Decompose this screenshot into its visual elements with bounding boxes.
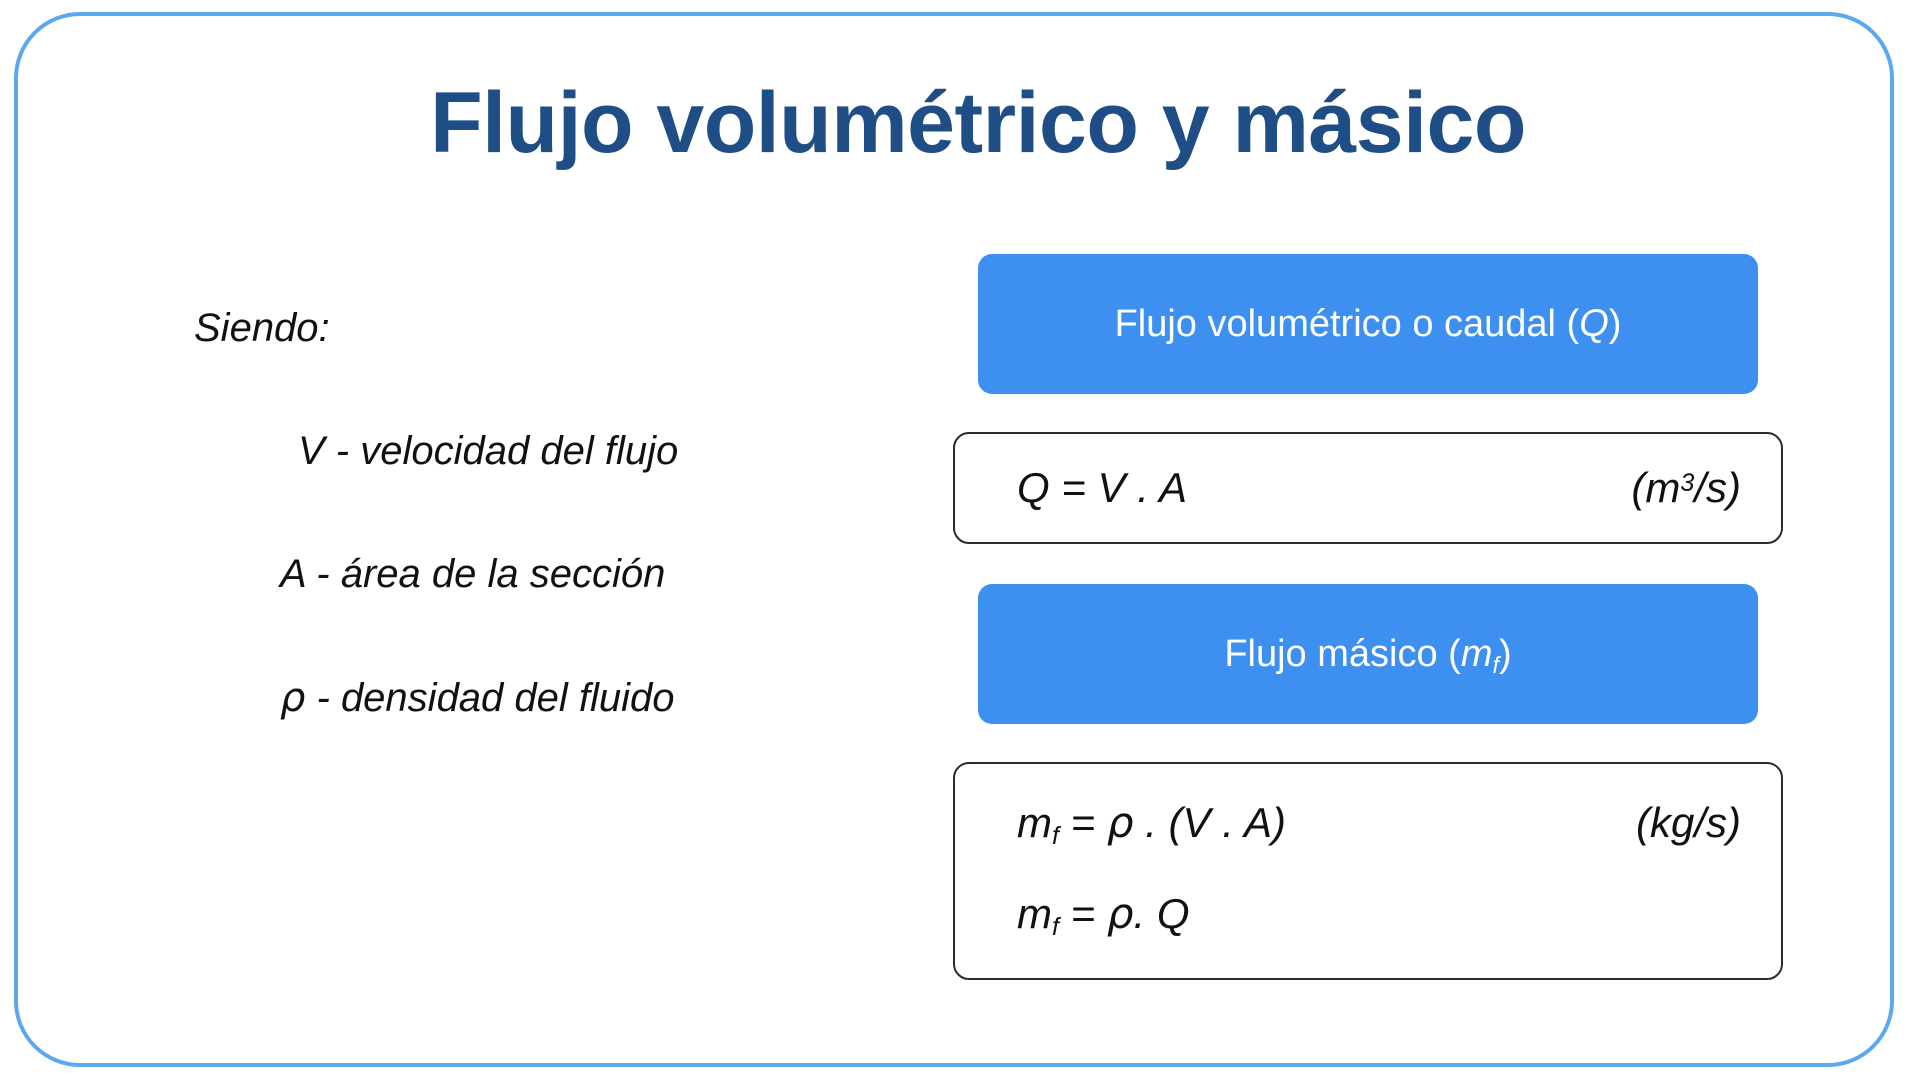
formula-mf1-subscript: f [1052,821,1059,850]
legend-item-velocity: V - velocidad del flujo [298,429,679,473]
legend-item-density-text: - densidad del fluido [305,676,675,720]
formula-mf2-expression [1017,889,1190,941]
legend-heading: Siendo: [194,306,330,350]
formula-mf1-rest: . (V . A) [1133,799,1287,846]
formula-mf2-equals: = [1059,890,1107,937]
band-mass-flow-subscript: f [1492,651,1500,678]
band-volumetric-flow-prefix: Flujo volumétrico o caudal ( [1114,303,1580,345]
formula-box-volumetric [953,432,1783,544]
legend-column [188,306,828,799]
band-volumetric-flow-symbol: Q [1579,303,1609,345]
formula-q-unit-open: (m [1631,464,1681,511]
formula-row-mf-1 [1017,798,1741,850]
page-title: Flujo volumétrico y másico [430,75,1526,171]
formulas-column [953,254,1773,980]
band-mass-flow-suffix: ) [1499,633,1512,675]
band-mass-flow-symbol: m [1460,633,1493,675]
band-volumetric-flow [978,254,1758,394]
formula-mf2-m: m [1017,890,1052,937]
formula-mf1-equals: = [1059,799,1107,846]
section-spacer [953,544,1773,584]
formula-q-unit [1591,464,1741,512]
formula-mf2-subscript: f [1052,912,1059,941]
legend-item-area: A - área de la sección [280,552,666,596]
band-volumetric-flow-suffix: ) [1608,303,1622,345]
formula-mf2-rest: . Q [1133,890,1190,937]
formula-row-mf-2 [1017,889,1741,941]
formula-box-mass [953,762,1783,980]
formula-mf1-rho: ρ [1106,798,1134,847]
formula-mf1-unit: (kg/s) [1636,799,1741,846]
formula-mf1-expression [1017,798,1287,850]
formula-q-expression: Q = V . A [1017,464,1188,511]
legend-item-density [280,675,828,721]
band-mass-flow [978,584,1758,724]
formula-q-unit-exponent: 3 [1680,468,1695,497]
rho-symbol: ρ [280,675,306,721]
band-mass-flow-prefix: Flujo másico ( [1224,633,1461,675]
slide-frame [14,12,1894,1067]
formula-mf1-m: m [1017,799,1052,846]
formula-mf2-rho: ρ [1106,889,1134,938]
formula-row-q [1017,464,1741,512]
formula-q-unit-close: /s) [1694,464,1741,511]
